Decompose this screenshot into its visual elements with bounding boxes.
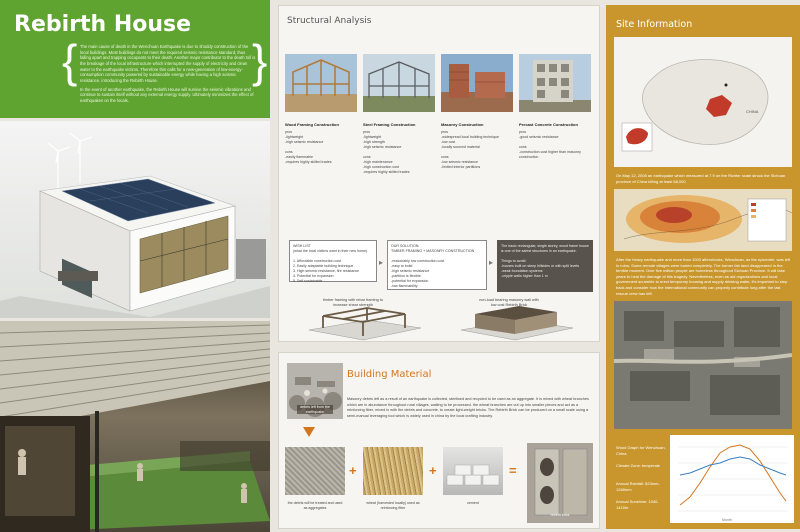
aggregate-caption: the debris will be treated and used as aggregates (287, 501, 343, 510)
solution-box: OUR SOLUTION: TIMBER FRAMING + MASONRY CONSTRUCTION -reasonably low construction cost -easy to build -high seismic resistance -partition is flexible -potential for expansion -low flammability (387, 240, 487, 290)
precast-concrete-text: pros -good seismic resistance cons -construction cost higher than masonry construction (519, 130, 581, 160)
aggregate-photo (285, 447, 345, 495)
rebirth-brick-photo (527, 443, 593, 523)
masonry-photo (441, 54, 513, 112)
building-material-panel (278, 352, 600, 529)
annual-rainfall: Annual Rainfall: 823mm-1268mm (616, 481, 660, 492)
intro-paragraph-2: In the event of another earthquake, the Rebirth House will survive the seismic vibrations and continue to sustain itself without any external energy supply. Ultimately minimizes the effect of earthquakes on the locals. (80, 86, 254, 104)
steel-framing-title: Steel Framing Construction (363, 122, 416, 127)
debris-caption: debris left from the earthquake (297, 405, 333, 414)
timber-diagram-label: timber framing with rebar framing to increase shear strength (323, 298, 383, 307)
equals-sign: = (509, 463, 517, 478)
wood-framing-title: Wood Framing Construction (285, 122, 339, 127)
china-map-label: CHINA (746, 109, 759, 114)
wheat-caption: wheat (harvested locally) used as reinforcing fiber (366, 501, 420, 510)
building-material-title: Building Material (347, 369, 432, 380)
arrow-right-icon: ▸ (489, 258, 494, 267)
month-axis-label: Month (722, 518, 732, 522)
structural-analysis-panel (278, 5, 600, 342)
annual-sunshine: Annual Sunshine: 1040-1415hr (616, 499, 659, 510)
china-map (614, 37, 792, 167)
cement-photo (443, 447, 503, 495)
cement-bags-icon (443, 447, 503, 495)
interior-rendering (0, 321, 270, 532)
aerial-ruins-photo (614, 301, 792, 429)
graph-title: Wood Graph for Wenchuan, China (616, 445, 666, 456)
masonry-diagram-label: non-load bearing masonry wall with low cost Rebirth Brick (479, 298, 539, 307)
earthquake-region-map (614, 189, 792, 251)
house-rendering-illustration (0, 121, 270, 318)
building-material-text: Masonry debris left as a result of an earthquake is collected, sterilised and recycled to be used as an aggregate. It is mixed with wheat branches which are in abundance throughout rural villages, waiting to be processed. the wheat branches are cut up into smaller pieces and act as a reinforcing fiber, mixed in with the debris and concrete, to create light-weight bricks. The Rebirth Brick can be produced on a small scale using a semi-manual leveraging tool which is widely used in china by the local crafting industry. (347, 397, 589, 418)
wish-list-box: WISH LIST (what the local victims want in their new home) 1. Affordable construction cost 2. Easily adaptable building technique 3. High seismic resistance, fire resistance 4. Potential for expansion 5. Self sustainable (289, 240, 377, 282)
right-brace: } (252, 35, 268, 87)
plus-sign: + (349, 463, 357, 478)
arrow-down-icon (303, 427, 315, 437)
steel-framing-text: pros -lightweight -high strength -high seismic resistance cons -high maintenance -high construction cost -requires highly skilled trades (363, 130, 410, 175)
timber-frame-diagram (299, 302, 429, 342)
cement-caption: cement (467, 501, 479, 505)
wood-framing-text: pros -lightweight -high seismic resistance cons -easily flammable -requires highly skilled trades (285, 130, 332, 165)
site-information-panel (606, 5, 800, 529)
interior-rendering-illustration (0, 321, 270, 532)
title-panel (0, 0, 270, 118)
climate-zone: Climate Zone: temperate (616, 463, 661, 468)
steel-framing-photo (363, 54, 435, 112)
basic-house-box: The basic rectangular, single storey, wood frame house is one of the safest structures in an earthquake. Things to avoid: -houses built on steep hillsides or with split levels -weak foundation systems -cripple walls higher than 1 m (497, 240, 593, 292)
masonry-wall-diagram (451, 302, 581, 342)
aftermath-text: After the heavy earthquake and more than 1000 aftershocks, Wenchuan, as the epicenter, was left in ruins. Some remote villages were buried completely. The former fair land disappeared in the terrible moment. Over five million people are homeless throughout Sichuan Province. It will take years to heal the damage of this tragedy. Nevertheless, even as aid organizations and local government scramble to erect temporary housing and supply drinking water, it's important to step back and consider how the international community can properly contribute long after the last rescue crew has left. (616, 257, 791, 296)
wheat-photo (363, 447, 423, 495)
rebirth-brick-caption: rebirth brick (550, 513, 570, 517)
earthquake-text: On May 12, 2008 an earthquake which measured at 7.9 on the Richter scale struck the Sichuan province of China killing at least 68,000 (616, 173, 786, 184)
left-brace: { (62, 35, 78, 87)
intro-text (80, 44, 256, 104)
brick-icon (527, 443, 593, 523)
wood-framing-photo (285, 54, 357, 112)
arrow-right-icon: ▸ (379, 258, 384, 267)
site-title: Site Information (616, 19, 693, 30)
masonry-text: pros -widespread local building technique -low cost -locally sourced material cons -low seismic resistance -limited interior partitions (441, 130, 499, 170)
precast-concrete-photo (519, 54, 591, 112)
structural-title: Structural Analysis (287, 16, 372, 26)
left-column (0, 0, 270, 532)
masonry-title: Masonry Construction (441, 122, 484, 127)
house-rendering (0, 121, 270, 318)
plus-sign-2: + (429, 463, 437, 478)
precast-concrete-title: Precast Concrete Construction (519, 122, 578, 127)
climate-graph (670, 435, 794, 523)
project-title: Rebirth House (14, 12, 192, 37)
intro-paragraph-1: The main cause of death in the Wenchuan Earthquake is due to shoddy construction of the local buildings. Most buildings do not meet the required seismic resistance standard, thus falling apart and trapping occupants to their death. Another major contributor to the death toll is the breakage of the local infrastructure which interrupted the supply of electricity and clean water to the earthquake victims. Therefore this calls for a new-generation of low-energy-consumption community powered by sustainable energy while having a high seismic resistance, introducing the Rebirth House. (80, 44, 256, 84)
